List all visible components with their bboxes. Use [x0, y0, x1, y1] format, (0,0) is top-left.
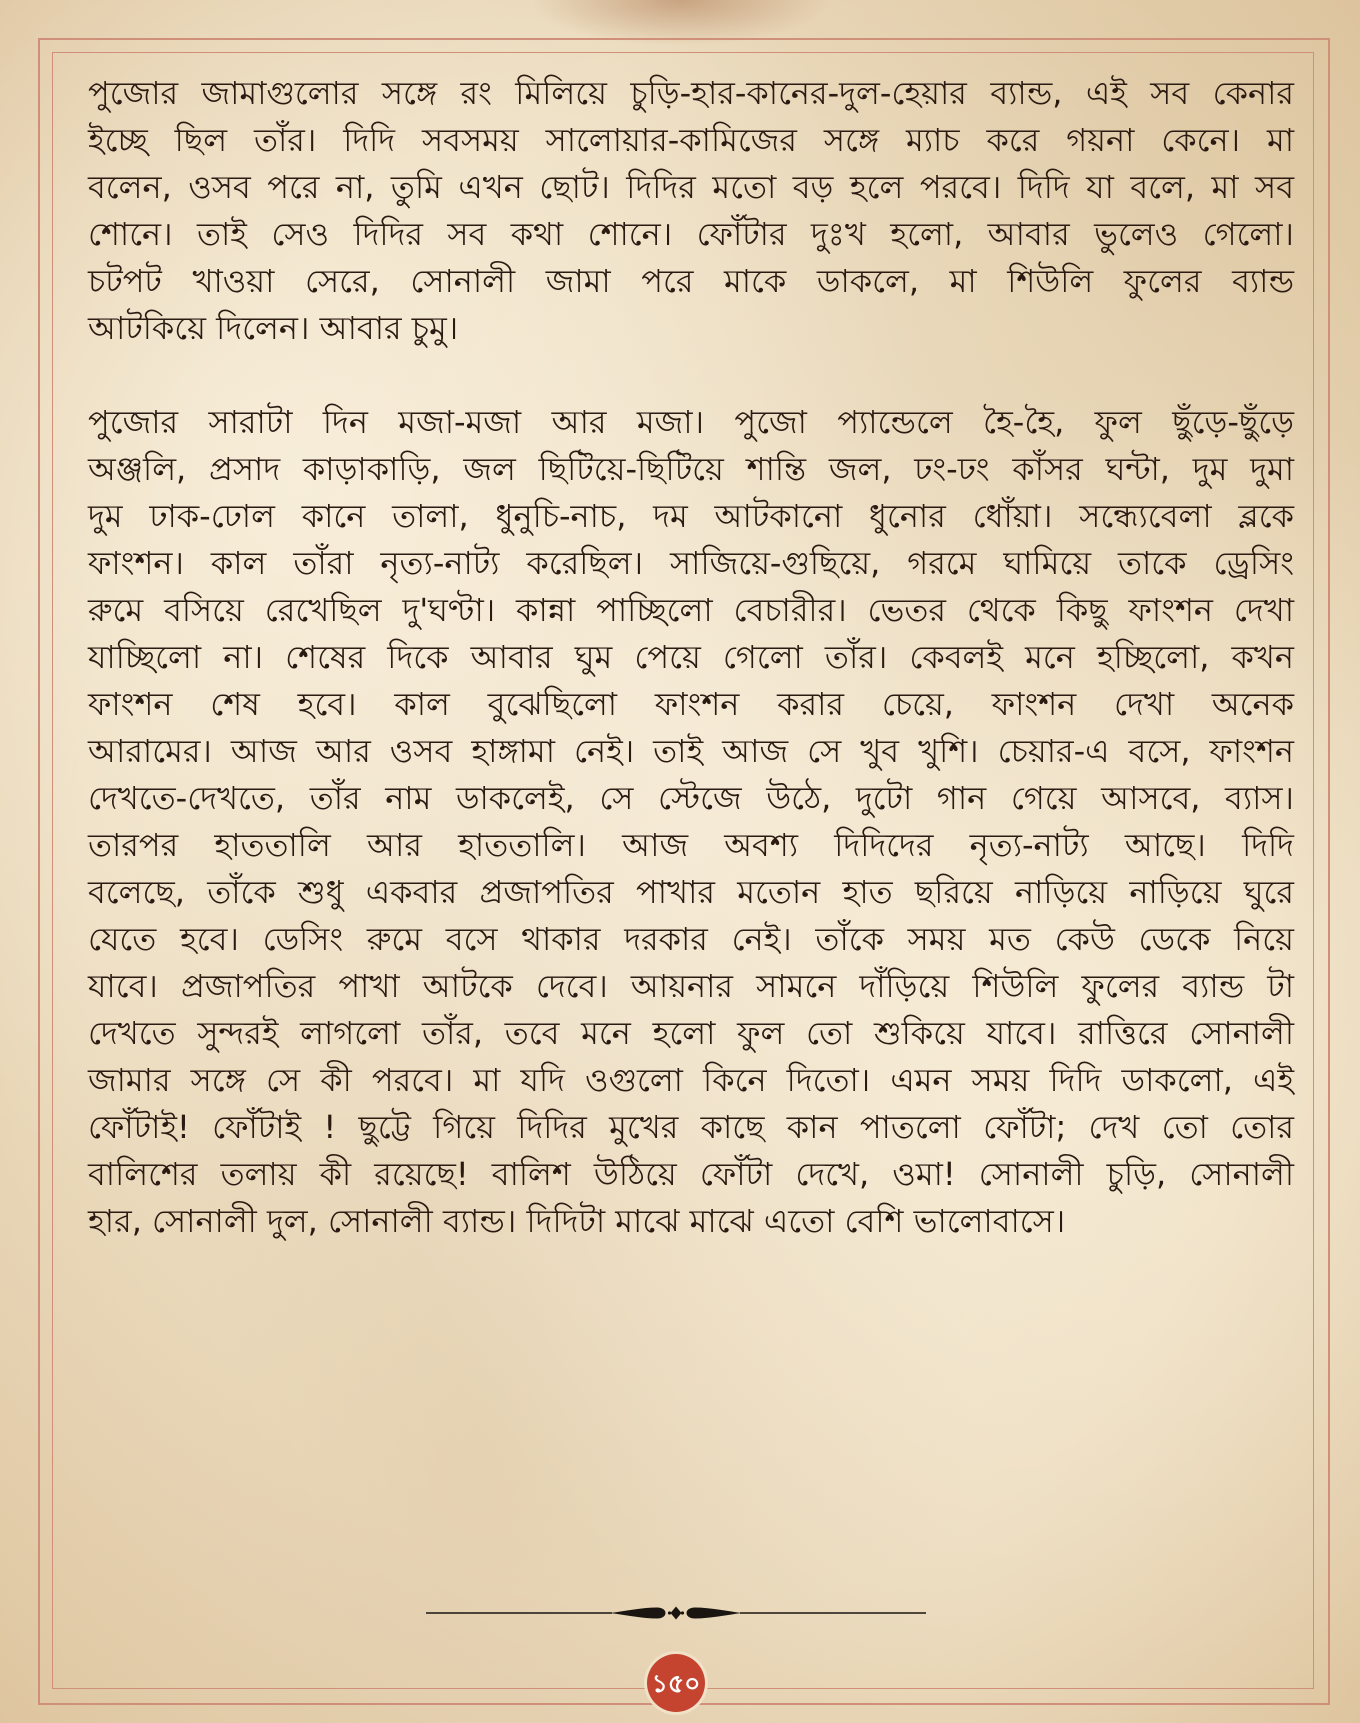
text-line: যাচ্ছিলো না। শেষের দিকে আবার ঘুম পেয়ে গেলো তাঁর। কেবলই মনে হচ্ছিলো, কখন [88, 638, 1294, 676]
paragraph [88, 399, 1294, 1245]
page-number-badge [647, 1654, 705, 1712]
page-body [88, 70, 1294, 1245]
text-line: দুম ঢাক-ঢোল কানে তালা, ধুনুচি-নাচ, দম আটকানো ধুনোর ধোঁয়া। সন্ধ্যেবেলা ব্লকে [88, 497, 1294, 535]
text-line: রুমে বসিয়ে রেখেছিল দু'ঘণ্টা। কান্না পাচ্ছিলো বেচারীর। ভেতর থেকে কিছু ফাংশন দেখা [88, 591, 1294, 629]
ornament-drop-right [687, 1608, 743, 1619]
text-line: শোনে। তাই সেও দিদির সব কথা শোনে। ফোঁটার দুঃখ হলো, আবার ভুলেও গেলো। [88, 215, 1294, 253]
text-line: হার, সোনালী দুল, সোনালী ব্যান্ড। দিদিটা মাঝে মাঝে এতো বেশি ভালোবাসে। [88, 1202, 1066, 1240]
ornament-diamond [671, 1607, 682, 1620]
text-line: ফোঁটাই! ফোঁটাই ! ছুট্টে গিয়ে দিদির মুখের কাছে কান পাতলো ফোঁটা; দেখ তো তোর [88, 1108, 1294, 1146]
text-line: আটকিয়ে দিলেন। আবার চুমু। [88, 309, 459, 347]
text-line: আরামের। আজ আর ওসব হাঙ্গামা নেই। তাই আজ সে খুব খুশি। চেয়ার-এ বসে, ফাংশন [88, 732, 1294, 770]
text-line: যেতে হবে। ডেসিং রুমে বসে থাকার দরকার নেই। তাঁকে সময় মত কেউ ডেকে নিয়ে [88, 920, 1294, 958]
text-line: যাবে। প্রজাপতির পাখা আটকে দেবে। আয়নার সামনে দাঁড়িয়ে শিউলি ফুলের ব্যান্ড টা [88, 967, 1294, 1005]
page-number: ১৫০ [651, 1668, 701, 1698]
divider-swirl-icon [426, 1598, 926, 1628]
text-line: ফাংশন। কাল তাঁরা নৃত্য-নাট্য করেছিল। সাজিয়ে-গুছিয়ে, গরমে ঘামিয়ে তাকে ড্রেসিং [88, 544, 1294, 582]
text-line: অঞ্জলি, প্রসাদ কাড়াকাড়ি, জল ছিটিয়ে-ছিটিয়ে শান্তি জল, ঢং-ঢং কাঁসর ঘন্টা, দুম দুমা [88, 450, 1294, 488]
text-line: দেখতে সুন্দরই লাগলো তাঁর, তবে মনে হলো ফুল তো শুকিয়ে যাবে। রাত্তিরে সোনালী [88, 1014, 1294, 1052]
text-line: বলেন, ওসব পরে না, তুমি এখন ছোট। দিদির মতো বড় হলে পরবে। দিদি যা বলে, মা সব [88, 168, 1294, 206]
ornament-drop-left [610, 1608, 666, 1619]
text-line: পুজোর সারাটা দিন মজা-মজা আর মজা। পুজো প্যান্ডেলে হৈ-হৈ, ফুল ছুঁড়ে-ছুঁড়ে [88, 403, 1294, 441]
text-line: ফাংশন শেষ হবে। কাল বুঝেছিলো ফাংশন করার চেয়ে, ফাংশন দেখা অনেক [88, 685, 1294, 723]
text-line: জামার সঙ্গে সে কী পরবে। মা যদি ওগুলো কিনে দিতো। এমন সময় দিদি ডাকলো, এই [88, 1061, 1294, 1099]
text-line: বলেছে, তাঁকে শুধু একবার প্রজাপতির পাখার মতোন হাত ছরিয়ে নাড়িয়ে নাড়িয়ে ঘুরে [88, 873, 1294, 911]
text-line: দেখতে-দেখতে, তাঁর নাম ডাকলেই, সে স্টেজে উঠে, দুটো গান গেয়ে আসবে, ব্যাস। [88, 779, 1294, 817]
text-line: চটপট খাওয়া সেরে, সোনালী জামা পরে মাকে ডাকলে, মা শিউলি ফুলের ব্যান্ড [88, 262, 1294, 300]
text-line: পুজোর জামাগুলোর সঙ্গে রং মিলিয়ে চুড়ি-হার-কানের-দুল-হেয়ার ব্যান্ড, এই সব কেনার [88, 74, 1294, 112]
text-line: বালিশের তলায় কী রয়েছে! বালিশ উঠিয়ে ফোঁটা দেখে, ওমা! সোনালী চুড়ি, সোনালী [88, 1155, 1294, 1193]
text-line: তারপর হাততালি আর হাততালি। আজ অবশ্য দিদিদের নৃত্য-নাট্য আছে। দিদি [88, 826, 1294, 864]
text-line: ইচ্ছে ছিল তাঁর। দিদি সবসময় সালোয়ার-কামিজের সঙ্গে ম্যাচ করে গয়না কেনে। মা [88, 121, 1294, 159]
paragraph [88, 70, 1294, 352]
